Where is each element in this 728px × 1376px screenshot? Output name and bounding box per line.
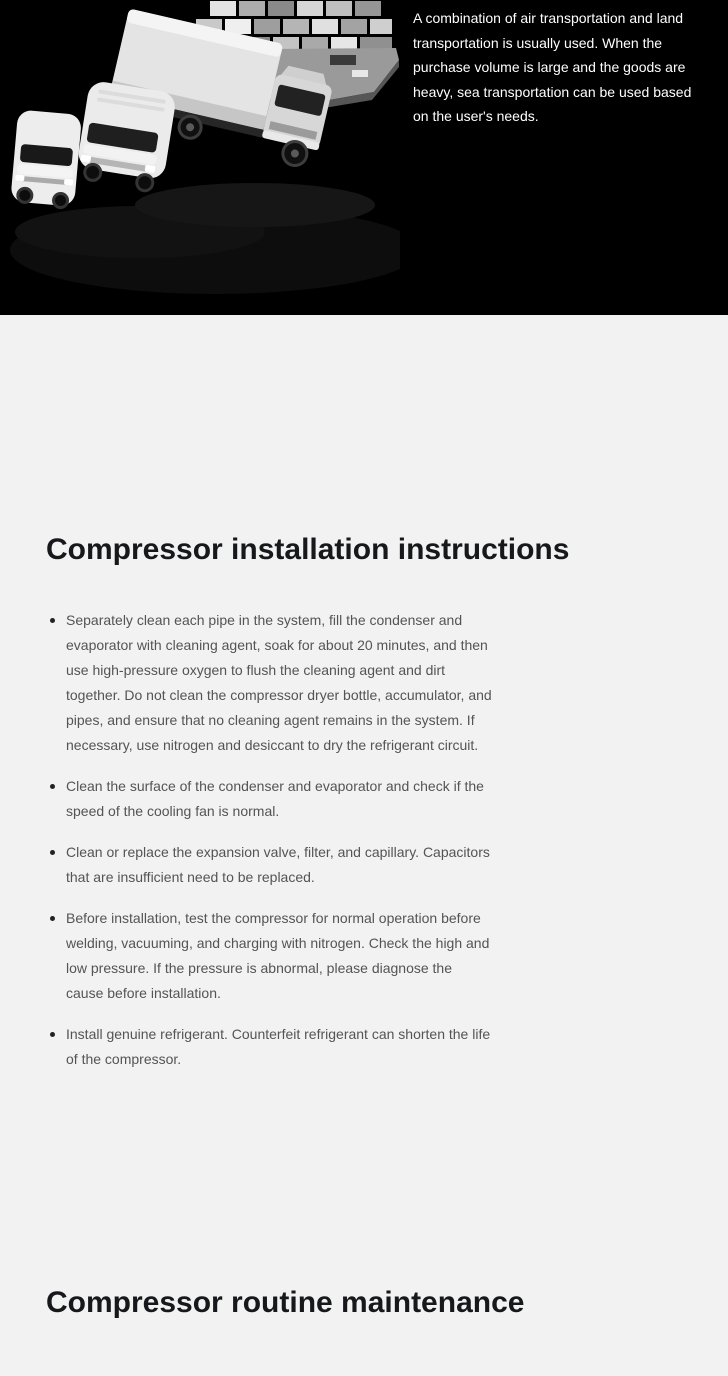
- list-item: [46, 840, 493, 890]
- bullet-icon: [50, 1032, 55, 1037]
- hero-banner: [0, 0, 728, 315]
- list-item: [46, 608, 493, 758]
- list-item-text: Before installation, test the compressor for normal operation before welding, vacuuming, and charging with nitrogen. Check the high and low pressure. If the pressure is abnormal, please diagnose the cause before installation.: [66, 910, 490, 1001]
- bullet-icon: [50, 916, 55, 921]
- bullet-icon: [50, 784, 55, 789]
- list-item-text: Install genuine refrigerant. Counterfeit refrigerant can shorten the life of the compressor.: [66, 1026, 491, 1067]
- installation-heading: Compressor installation instructions: [46, 533, 570, 566]
- logistics-vehicles-image: [0, 0, 400, 315]
- small-van-graphic: [10, 109, 82, 208]
- maintenance-heading: Compressor routine maintenance: [46, 1286, 525, 1319]
- list-item: [46, 1022, 493, 1072]
- list-item: [46, 906, 493, 1006]
- list-item: [46, 774, 493, 824]
- list-item-text: Clean or replace the expansion valve, filter, and capillary. Capacitors that are insufficient need to be replaced.: [66, 844, 490, 885]
- content-area: [0, 315, 728, 1350]
- bullet-icon: [50, 618, 55, 623]
- hero-description: A combination of air transportation and land transportation is usually used. When the purchase volume is large and the goods are heavy, sea transportation can be used based on the user's needs.: [413, 10, 692, 125]
- bullet-icon: [50, 850, 55, 855]
- list-item-text: Separately clean each pipe in the system, fill the condenser and evaporator with cleaning agent, soak for about 20 minutes, and then use high-pressure oxygen to flush the cleaning agent and dirt together. Do not clean the compressor dryer bottle, accumulator, and pipes, and ensure that no cleaning agent remains in the system. If necessary, use nitrogen and desiccant to dry the refrigerant circuit.: [66, 612, 492, 753]
- list-item-text: Clean the surface of the condenser and evaporator and check if the speed of the cooling fan is normal.: [66, 778, 484, 819]
- installation-instructions-list: [46, 608, 493, 1072]
